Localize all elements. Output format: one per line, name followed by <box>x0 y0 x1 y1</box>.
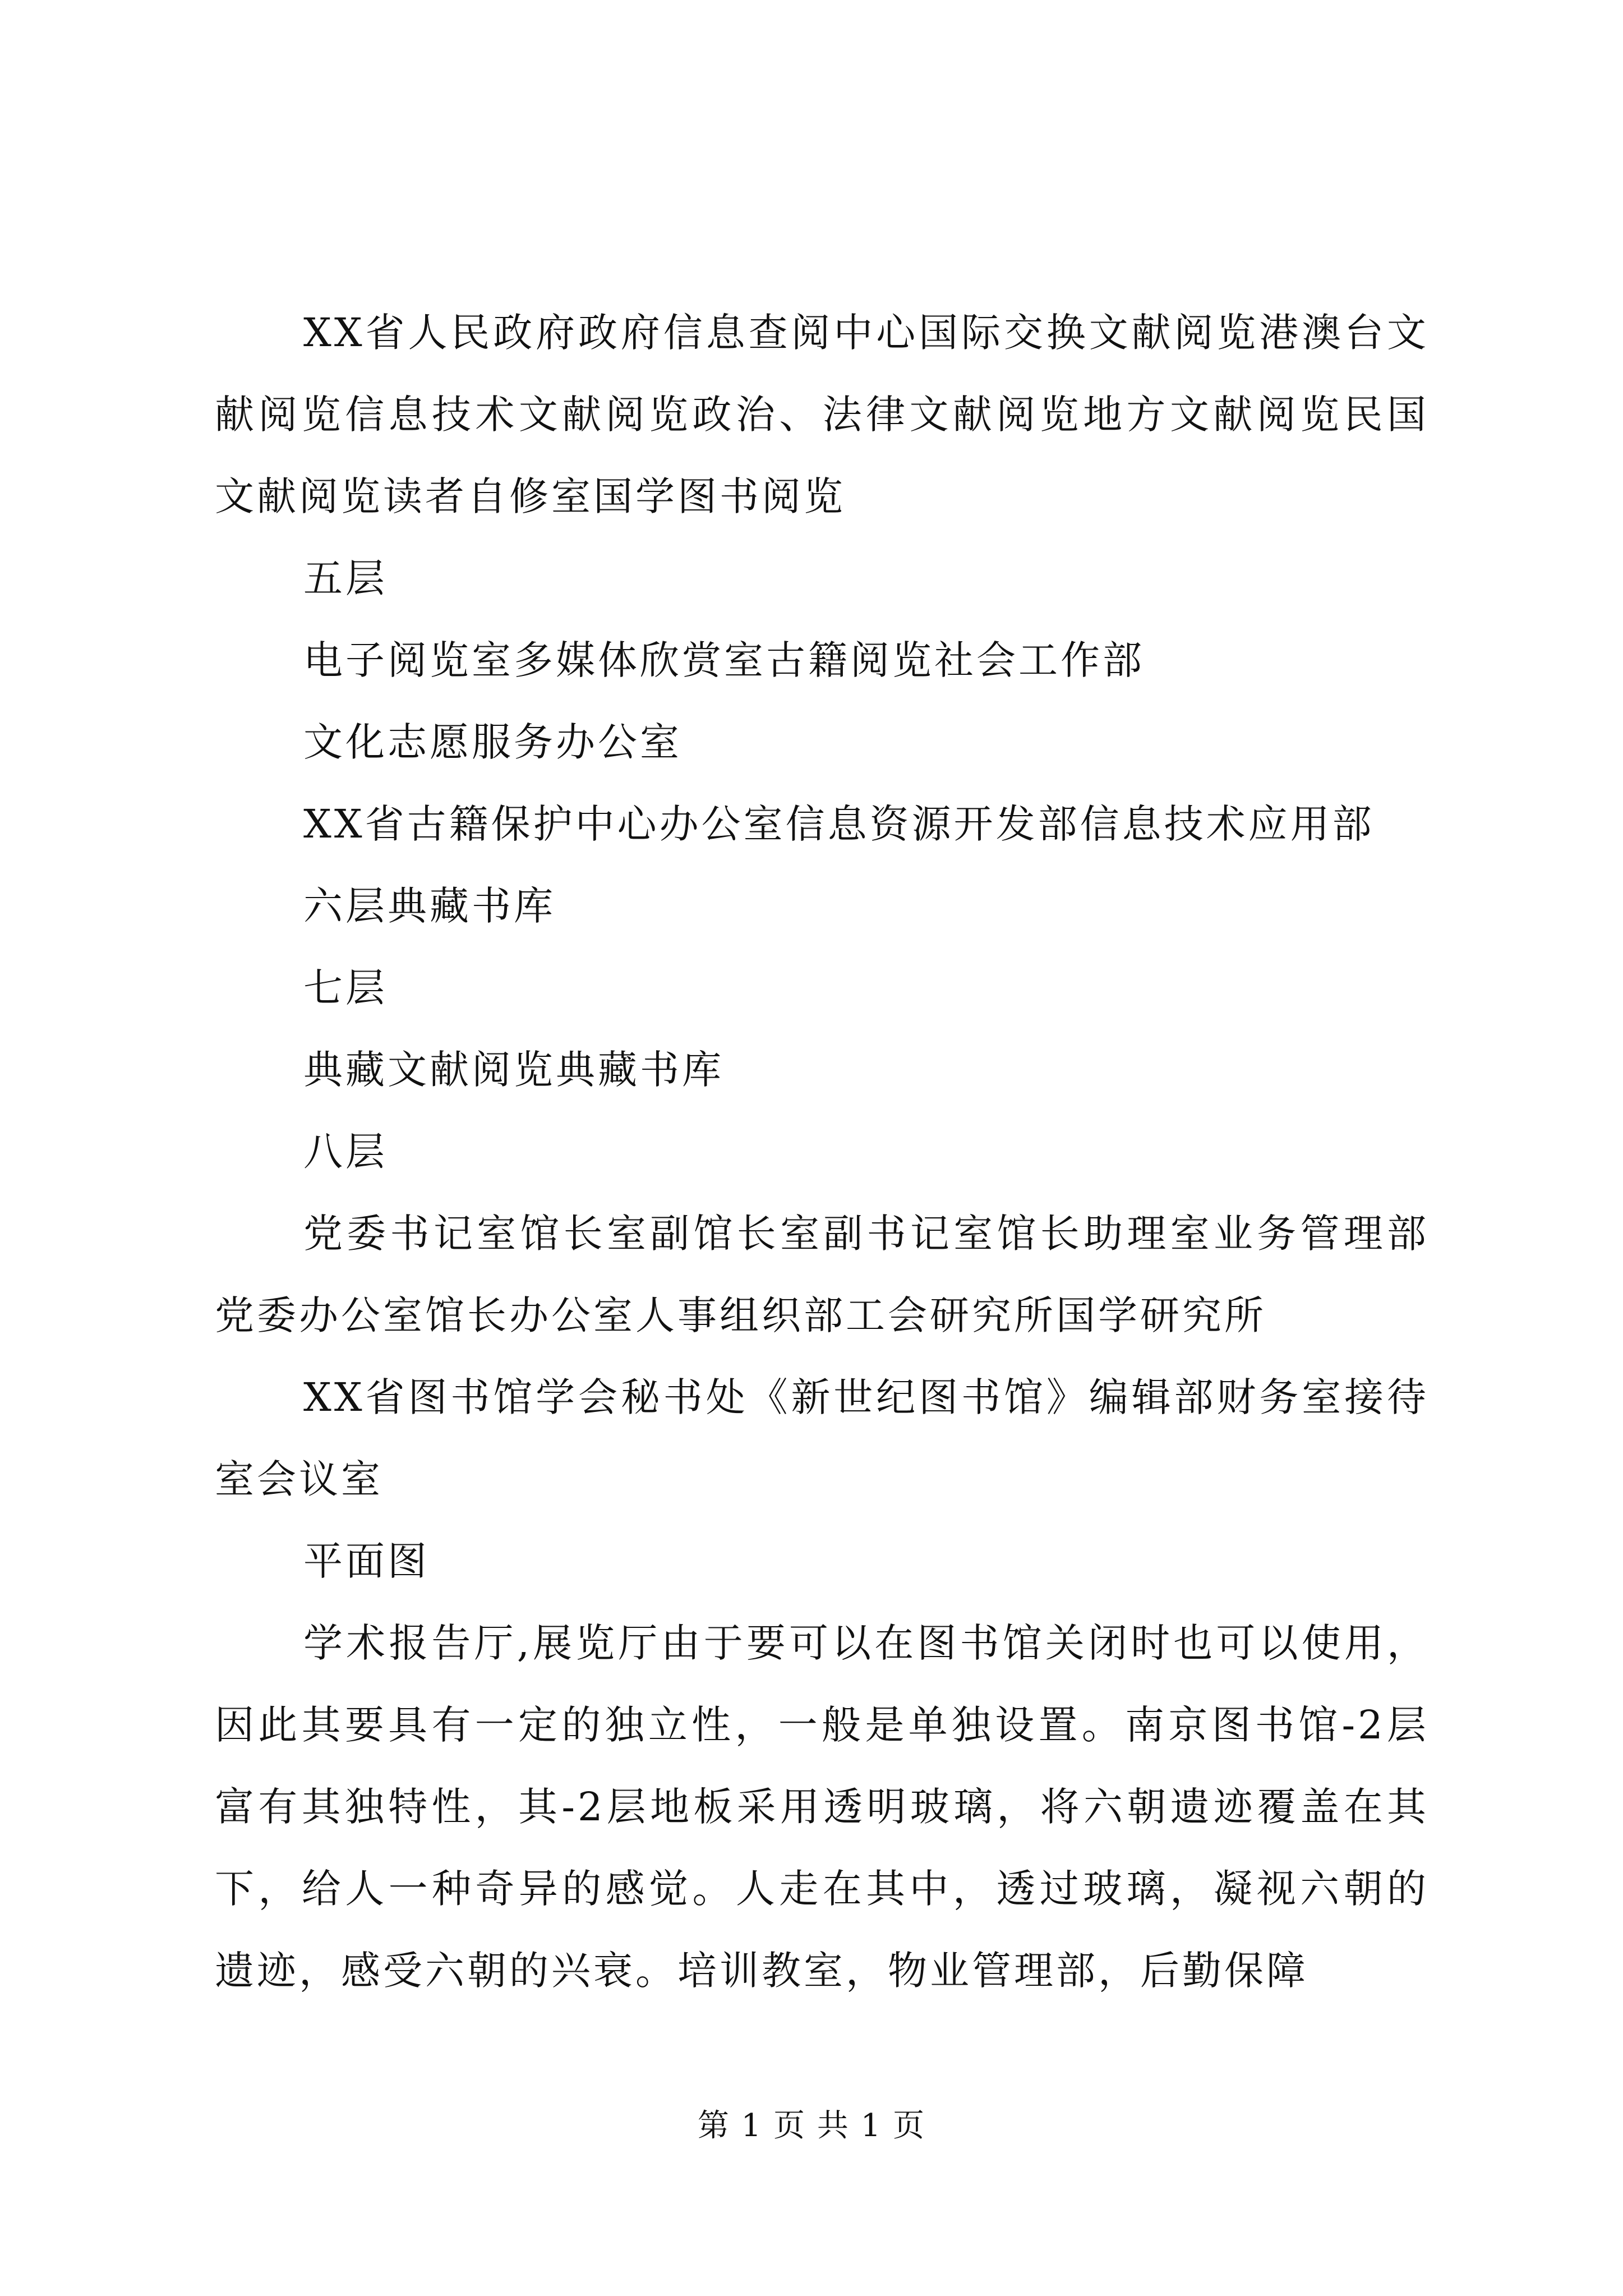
paragraph-volunteer-office: 文化志愿服务办公室 <box>303 719 682 765</box>
paragraph-ancient-books-center: XX省古籍保护中心办公室信息资源开发部信息技术应用部 <box>303 801 1375 847</box>
document-body <box>215 292 1429 2012</box>
paragraph-eighth-floor-heading: 八层 <box>303 1129 388 1175</box>
paragraph-collection-reading: 典藏文献阅览典藏书库 <box>303 1047 724 1093</box>
paragraph-library-society: XX省图书馆学会秘书处《新世纪图书馆》编辑部财务室接待室会议室 <box>215 1374 1429 1502</box>
paragraph-administrative-offices: 党委书记室馆长室副馆长室副书记室馆长助理室业务管理部党委办公室馆长办公室人事组织部工会研究所国学研究所 <box>215 1211 1429 1338</box>
paragraph-seventh-floor-heading: 七层 <box>303 965 388 1011</box>
paragraph-fifth-floor-heading: 五层 <box>303 555 388 601</box>
paragraph-electronic-reading-room: 电子阅览室多媒体欣赏室古籍阅览社会工作部 <box>303 637 1145 683</box>
paragraph-floor-plan-heading: 平面图 <box>303 1538 430 1584</box>
page-footer: 第 1 页 共 1 页 <box>697 2108 926 2144</box>
paragraph-sixth-floor-stacks: 六层典藏书库 <box>303 883 556 929</box>
paragraph-lecture-hall-description: 学术报告厅,展览厅由于要可以在图书馆关闭时也可以使用，因此其要具有一定的独立性，一般是单独设置。南京图书馆-2层富有其独特性，其-2层地板采用透明玻璃，将六朝遗迹覆盖在其下，给人一种奇异的感觉。人走在其中，透过玻璃，凝视六朝的遗迹，感受六朝的兴衰。培训教室，物业管理部，后勤保障 <box>215 1620 1429 1994</box>
paragraph-sixth-floor-reading-rooms: XX省人民政府政府信息查阅中心国际交换文献阅览港澳台文献阅览信息技术文献阅览政治、法律文献阅览地方文献阅览民国文献阅览读者自修室国学图书阅览 <box>215 310 1429 519</box>
